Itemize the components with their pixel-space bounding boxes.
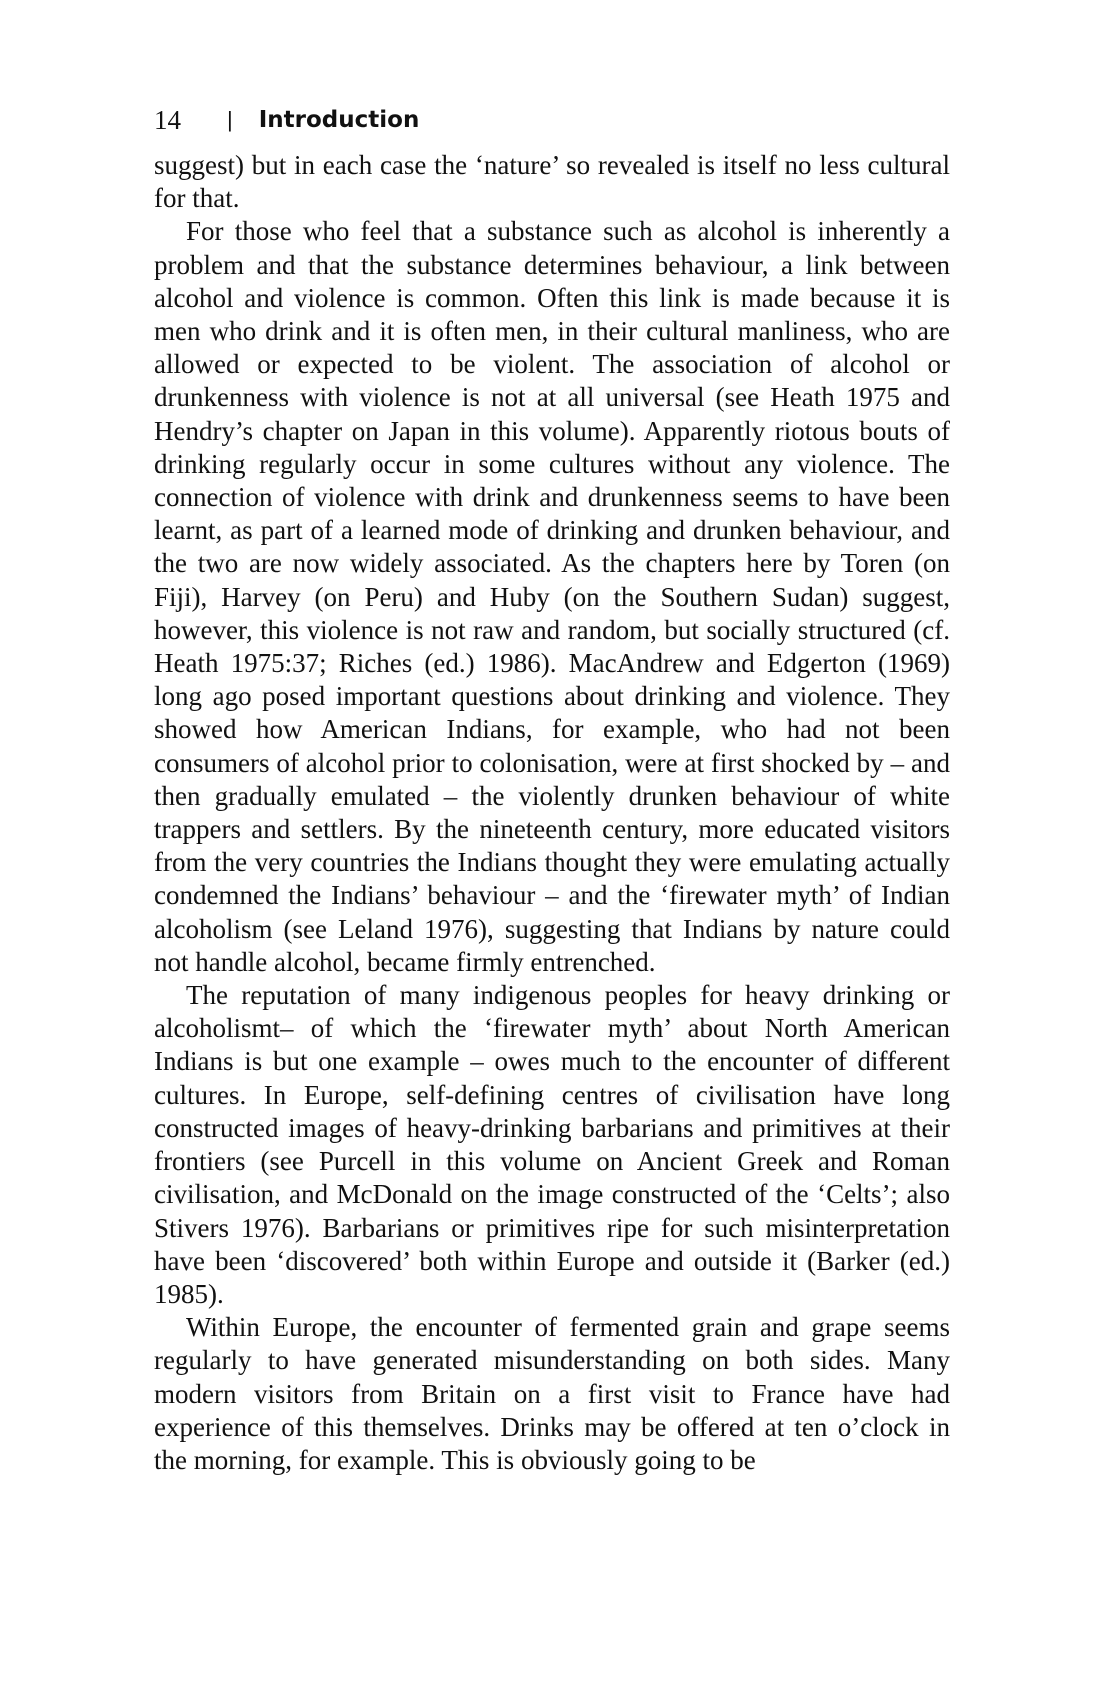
header-separator: | <box>227 107 233 132</box>
section-title: Introduction <box>258 106 420 133</box>
paragraph-indigenous-reputation: The reputation of many indigenous peoples for heavy drinking or alcoholismt– of which the ‘firewater myth’ about North American Indians is but one example – owes much to the encounter of different cultures. In Europe, self-defining centres of civilisation have long constructed images of heavy-drinking barbarians and primitives at their frontiers (see Purcell in this volume on Ancient Greek and Roman civilisation, and McDonald on the image constructed of the ‘Celts’; also Stivers 1976). Barbarians or primitives ripe for such misinterpretation have been ‘discovered’ both within Europe and outside it (Barker (ed.) 1985). <box>154 980 950 1309</box>
running-head <box>154 103 950 137</box>
paragraph-continued: suggest) but in each case the ‘nature’ so revealed is itself no less cultural for that. <box>154 150 950 214</box>
page-number: 14 <box>154 104 181 135</box>
paragraph-alcohol-violence: For those who feel that a substance such as alcohol is inherently a problem and that the substance determines behaviour, a link between alcohol and violence is common. Often this link is made because it is men who drink and it is often men, in their cultural manliness, who are allowed or expected to be violent. The association of alcohol or drunkenness with violence is not at all universal (see Heath 1975 and Hendry’s chapter on Japan in this volume). Apparently riotous bouts of drinking regularly occur in some cultures without any violence. The connection of violence with drink and drunkenness seems to have been learnt, as part of a learned mode of drinking and drunken behaviour, and the two are now widely associated. As the chapters here by Toren (on Fiji), Harvey (on Peru) and Huby (on the Southern Sudan) suggest, however, this violence is not raw and random, but socially structured (cf. Heath 1975:37; Riches (ed.) 1986). MacAndrew and Edgerton (1969) long ago posed important questions about drinking and violence. They showed how American Indians, for example, who had not been consumers of alcohol prior to colonisation, were at first shocked by – and then gradually emulated – the violently drunken behaviour of white trappers and settlers. By the nineteenth century, more educated visitors from the very countries the Indians thought they were emulating actually condemned the Indians’ behaviour – and the ‘firewater myth’ of Indian alcoholism (see Leland 1976), suggesting that Indians by nature could not handle alcohol, became firmly entrenched. <box>154 216 950 977</box>
book-page <box>154 103 950 1477</box>
body-text <box>154 149 950 1477</box>
paragraph-within-europe: Within Europe, the encounter of fermented grain and grape seems regularly to have generated misunderstanding on both sides. Many modern visitors from Britain on a first visit to France have had experience of this themselves. Drinks may be offered at ten o’clock in the morning, for example. This is obviously going to be <box>154 1312 950 1475</box>
